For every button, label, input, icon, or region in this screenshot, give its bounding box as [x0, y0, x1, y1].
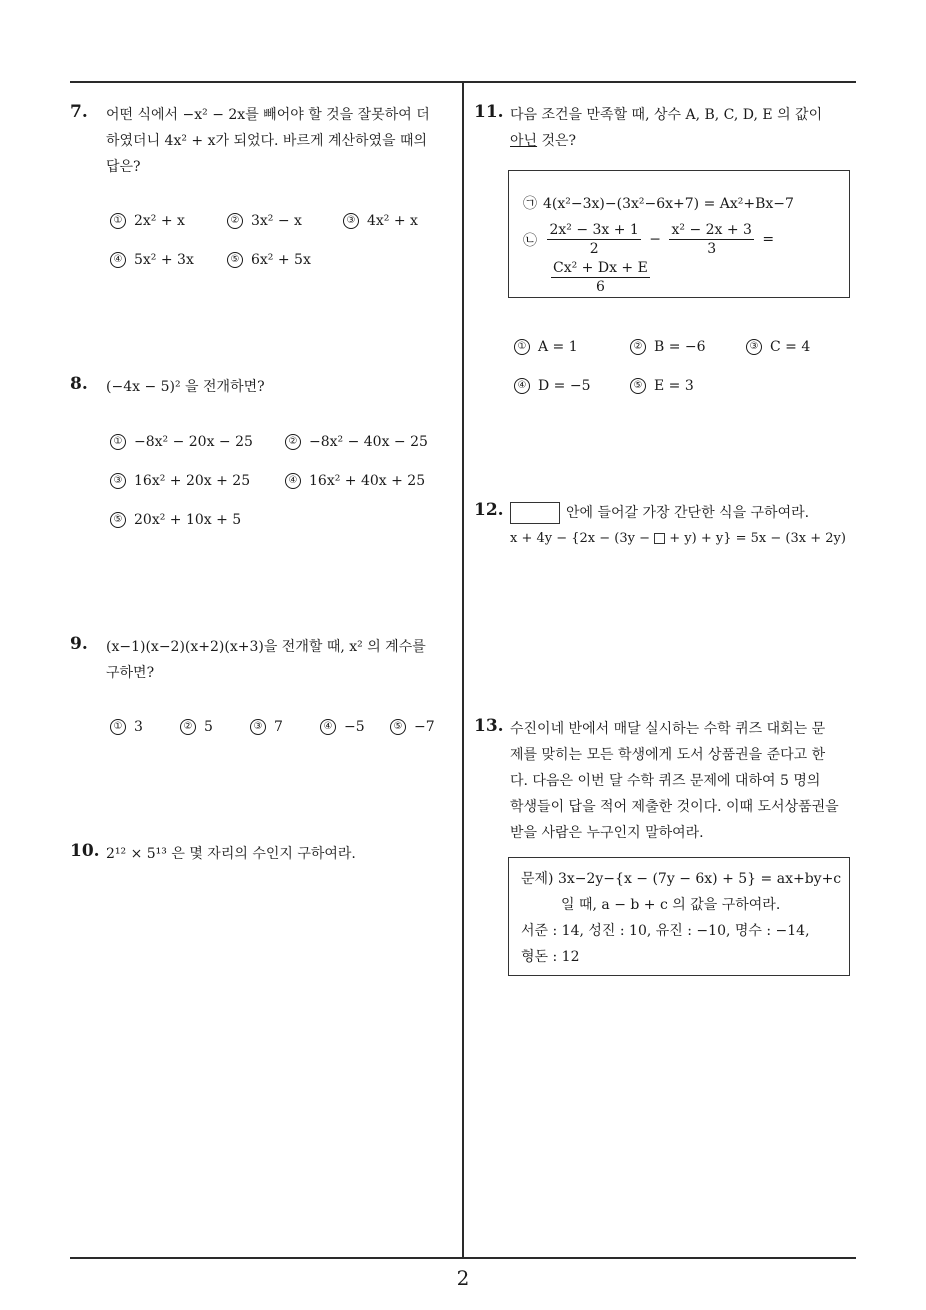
bottom-rule: [70, 1257, 856, 1259]
choice-3[interactable]: ③ 4x² + x: [343, 213, 418, 229]
choice-4[interactable]: ④ 16x² + 40x + 25: [285, 473, 425, 489]
column-divider: [462, 82, 464, 1258]
choice-2[interactable]: ② 3x² − x: [227, 213, 302, 229]
question-text: 어떤 식에서 −x² − 2x를 빼어야 할 것을 잘못하여 더 하였더니 4x² + x가 되었다. 바르게 계산하였을 때의 답은?: [106, 107, 430, 175]
choice-3[interactable]: ③ C = 4: [746, 339, 810, 355]
condition-1: ㉠ 4(x²−3x)−(3x²−6x+7) = Ax²+Bx−7: [523, 196, 794, 212]
question-7: [70, 102, 460, 302]
question-number: 8.: [70, 374, 88, 394]
choice-2[interactable]: ② −8x² − 40x − 25: [285, 434, 428, 450]
fraction-3: $\frac{\text{Cx² + Dx + E}}{6}$: [553, 260, 648, 295]
choice-5[interactable]: ⑤ 20x² + 10x + 5: [110, 512, 241, 528]
choice-5[interactable]: ⑤ −7: [390, 719, 435, 735]
fraction-1: $\frac{\text{2x² − 3x + 1}}{2}$: [549, 222, 639, 257]
choice-1[interactable]: ① 3: [110, 719, 143, 735]
question-12: [474, 500, 860, 560]
choice-4[interactable]: ④ D = −5: [514, 378, 591, 394]
question-11: [474, 102, 860, 402]
question-10: [70, 841, 460, 871]
question-9: [70, 634, 460, 754]
question-text: 2¹² × 5¹³ 은 몇 자리의 수인지 구하여라.: [106, 846, 356, 862]
question-text: (x−1)(x−2)(x+2)(x+3)을 전개할 때, x² 의 계수를 구하면?: [106, 639, 426, 681]
question-number: 13.: [474, 716, 504, 736]
problem-box: 문제) 3x−2y−{x − (7y − 6x) + 5} = ax+by+c 일 때, a − b + c 의 값을 구하여라. 서준 : 14, 성진 : 10, 유진 : −10, 명수 : −14, 형돈 : 12: [508, 857, 850, 976]
answer-blank-box: [510, 502, 560, 524]
question-text: (−4x − 5)² 을 전개하면?: [106, 379, 265, 395]
question-number: 12.: [474, 500, 504, 520]
question-number: 10.: [70, 841, 100, 861]
choice-2[interactable]: ② B = −6: [630, 339, 706, 355]
choice-1[interactable]: ① 2x² + x: [110, 213, 185, 229]
choice-4[interactable]: ④ −5: [320, 719, 365, 735]
choice-3[interactable]: ③ 16x² + 20x + 25: [110, 473, 250, 489]
question-text: 수진이네 반에서 매달 실시하는 수학 퀴즈 대회는 문 제를 맞히는 모든 학생에게 도서 상품권을 준다고 한 다. 다음은 이번 달 수학 퀴즈 문제에 대하여 5 명의 학생들이 답을 적어 제출한 것이다. 이때 도서상품권을 받을 사람은 누구인지 말하여라.: [510, 721, 839, 841]
choice-5[interactable]: ⑤ E = 3: [630, 378, 694, 394]
question-number: 7.: [70, 102, 88, 122]
condition-2: ㉡ $\frac{\text{2x² − 3x + 1}}{2}$ − $\frac{\text{x² − 2x + 3}}{3}$ =: [523, 222, 775, 257]
choice-1[interactable]: ① A = 1: [514, 339, 578, 355]
question-text: 다음 조건을 만족할 때, 상수 A, B, C, D, E 의 값이 아닌 것은?: [510, 107, 823, 149]
equation: x + 4y − {2x − (3y − + y) + y} = 5x − (3x + 2y): [510, 531, 846, 546]
choice-2[interactable]: ② 5: [180, 719, 213, 735]
blank-square: [654, 533, 665, 544]
question-number: 9.: [70, 634, 88, 654]
choice-3[interactable]: ③ 7: [250, 719, 283, 735]
condition-2-rhs: [547, 259, 654, 296]
question-text: 안에 들어갈 가장 간단한 식을 구하여라. x + 4y − {2x − (3y − + y) + y} = 5x − (3x + 2y): [510, 500, 846, 552]
question-8: [70, 374, 460, 544]
question-number: 11.: [474, 102, 504, 122]
choice-1[interactable]: ① −8x² − 20x − 25: [110, 434, 253, 450]
choice-4[interactable]: ④ 5x² + 3x: [110, 252, 194, 268]
page-number: 2: [456, 1266, 470, 1290]
choice-5[interactable]: ⑤ 6x² + 5x: [227, 252, 311, 268]
condition-box: [508, 170, 850, 298]
question-13: [474, 716, 860, 986]
fraction-2: $\frac{\text{x² − 2x + 3}}{3}$: [671, 222, 752, 257]
